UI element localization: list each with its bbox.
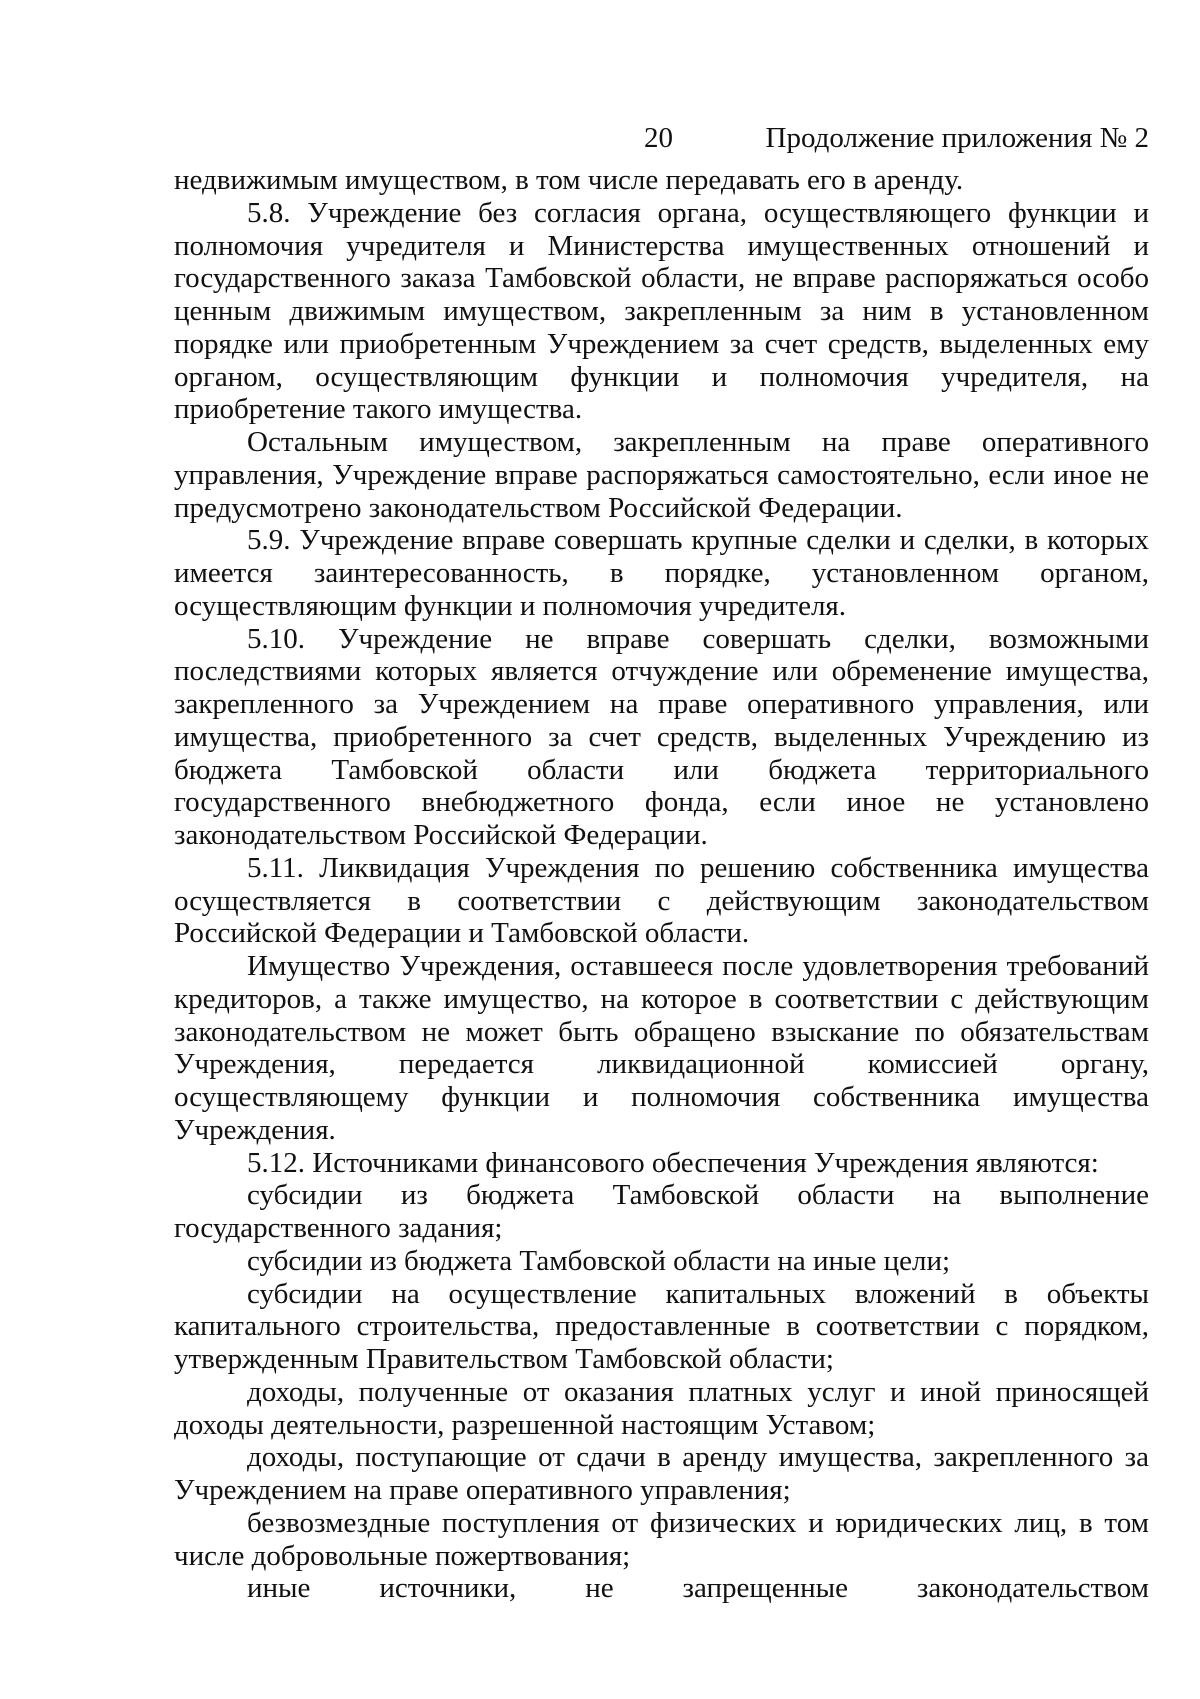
- paragraph-5-9: 5.9. Учреждение вправе совершать крупные сделки и сделки, в которых имеется заинтересованность, в порядке, установленном органом, осуществляющим функции и полномочия учредителя.: [174, 524, 1149, 622]
- paragraph-5-10: 5.10. Учреждение не вправе совершать сделки, возможными последствиями которых является отчуждение или обременение имущества, закрепленного за Учреждением на праве оперативного управления, или имущества, приобретенного за счет средств, выделенных Учреждению из бюджета Тамбовской области или бюджета территориального государственного внебюджетного фонда, если иное не установлено законодательством Российской Федерации.: [174, 622, 1149, 851]
- page-number: 20: [644, 122, 673, 154]
- list-item-capital-investment-subsidies: субсидии на осуществление капитальных вложений в объекты капитального строительства, предоставленные в соответствии с порядком, утвержденным Правительством Тамбовской области;: [174, 1277, 1149, 1375]
- paragraph-other-property: Остальным имуществом, закрепленным на праве оперативного управления, Учреждение вправе распоряжаться самостоятельно, если иное не предусмотрено законодательством Российской Федерации.: [174, 426, 1149, 524]
- appendix-continuation-note: Продолжение приложения № 2: [765, 122, 1149, 154]
- paragraph-continuation: недвижимым имуществом, в том числе передавать его в аренду.: [174, 164, 964, 196]
- list-item-state-task-subsidies: субсидии из бюджета Тамбовской области на выполнение государственного задания;: [174, 1179, 1149, 1244]
- document-page: [174, 112, 1149, 1605]
- paragraph-5-8: 5.8. Учреждение без согласия органа, осуществляющего функции и полномочия учредителя и Министерства имущественных отношений и государственного заказа Тамбовской области, не вправе распоряжаться особо ценным движимым имуществом, закрепленным за ним в установленном порядке или приобретенным Учреждением за счет средств, выделенных ему органом, осуществляющим функции и полномочия учредителя, на приобретение такого имущества.: [174, 196, 1149, 426]
- list-item-rent-income: доходы, поступающие от сдачи в аренду имущества, закрепленного за Учреждением на праве оперативного управления;: [174, 1441, 1149, 1506]
- list-item-paid-services-income: доходы, полученные от оказания платных услуг и иной приносящей доходы деятельности, разрешенной настоящим Уставом;: [174, 1375, 1149, 1441]
- paragraph-liquidation-property: Имущество Учреждения, оставшееся после удовлетворения требований кредиторов, а также имущество, на которое в соответствии с действующим законодательством не может быть обращено взыскание по обязательствам Учреждения, передается ликвидационной комиссией органу, осуществляющему функции и полномочия собственника имущества Учреждения.: [174, 950, 1149, 1146]
- list-item-donations: безвозмездные поступления от физических и юридических лиц, в том числе добровольные пожертвования;: [174, 1506, 1149, 1572]
- document-body: [174, 164, 1149, 1605]
- paragraph-5-11: 5.11. Ликвидация Учреждения по решению собственника имущества осуществляется в соответствии с действующим законодательством Российской Федерации и Тамбовской области.: [174, 851, 1149, 950]
- list-item-other-sources: иные источники, не запрещенные законодательством: [247, 1572, 1149, 1605]
- page-header: [174, 112, 1149, 164]
- paragraph-5-12: 5.12. Источниками финансового обеспечения Учреждения являются:: [247, 1146, 1099, 1179]
- list-item-other-purpose-subsidies: субсидии из бюджета Тамбовской области на иные цели;: [247, 1244, 951, 1277]
